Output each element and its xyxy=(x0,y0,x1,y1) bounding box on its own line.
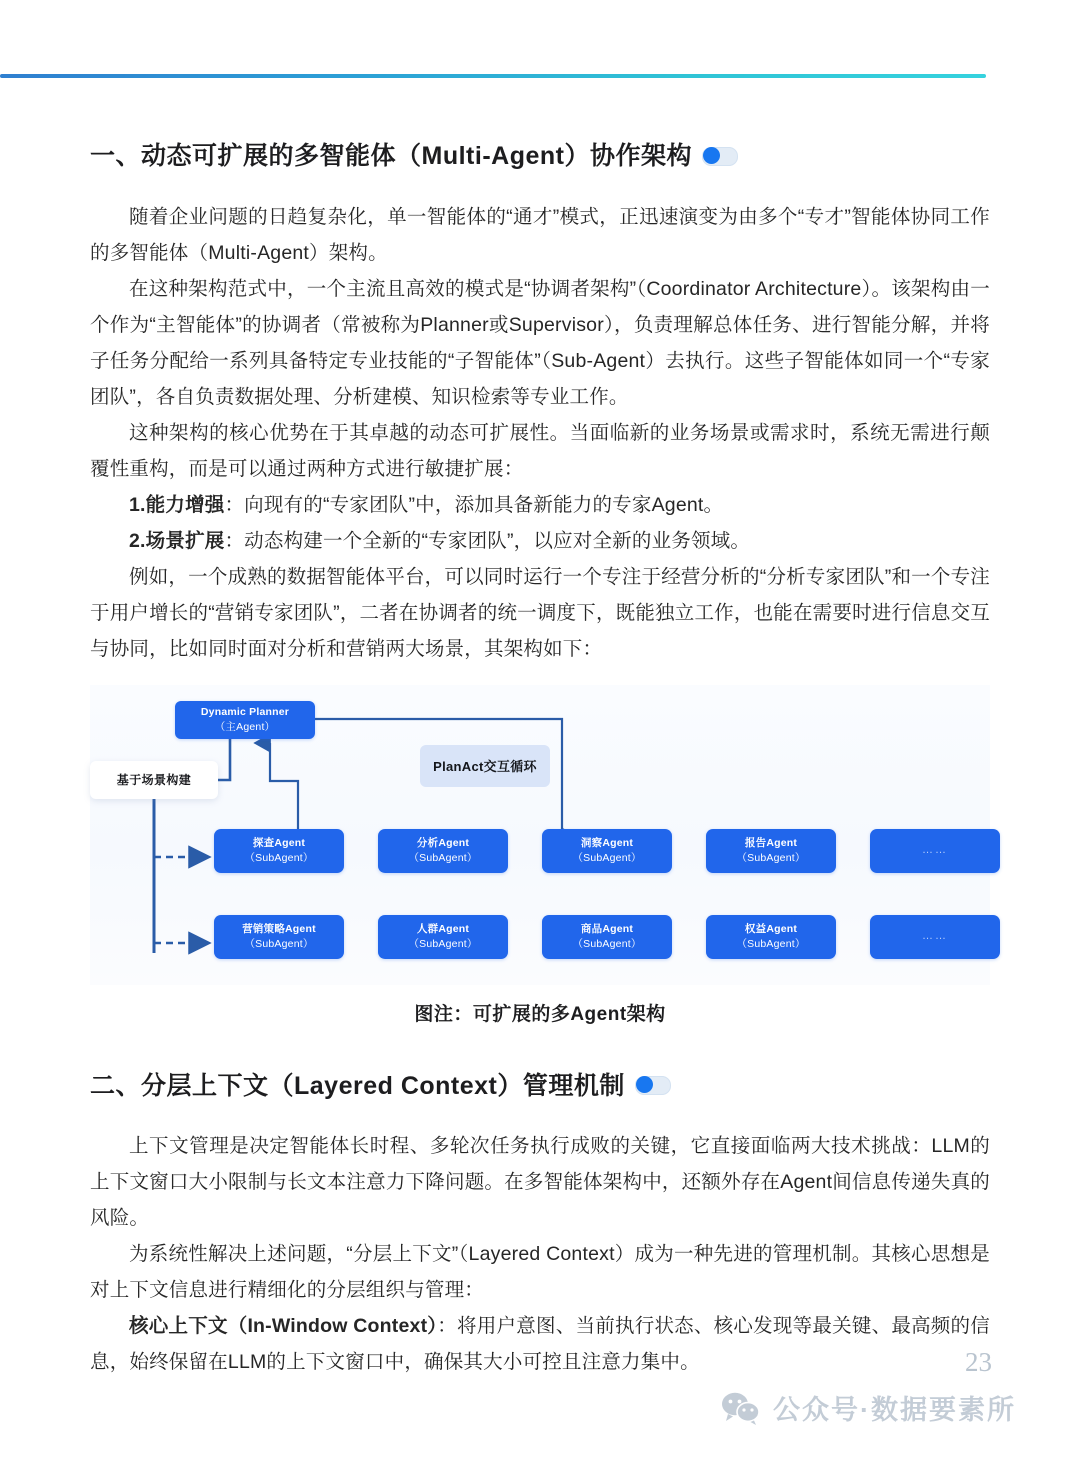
toggle-indicator-icon xyxy=(702,147,738,166)
section-2-heading-text: 二、分层上下文（Layered Context）管理机制 xyxy=(90,1071,625,1100)
node-label-line1: 洞察Agent xyxy=(580,836,634,849)
node-label-line1: 商品Agent xyxy=(580,922,634,935)
section-1-heading xyxy=(90,140,990,173)
node-label-line1: …… xyxy=(922,930,948,942)
page-left-edge xyxy=(0,0,10,1463)
node-label-line2: （SubAgent） xyxy=(736,851,806,864)
node-label-line1: …… xyxy=(922,844,948,856)
node-label-line1: 营销策略Agent xyxy=(242,922,316,935)
node-label-line1: 探查Agent xyxy=(252,836,306,849)
node-label-line1: 分析Agent xyxy=(416,836,470,849)
section-2-paragraph-1: 上下文管理是决定智能体长时程、多轮次任务执行成败的关键，它直接面临两大技术挑战：LLM的上下文窗口大小限制与长文本注意力下降问题。在多智能体架构中，还额外存在Agent间信息传递失真的风险。 xyxy=(90,1135,990,1229)
node-label-line2: （SubAgent） xyxy=(408,851,478,864)
watermark-text: 公众号·数据要素所 xyxy=(773,1395,1016,1425)
node-subagent xyxy=(214,829,344,873)
node-label-line1: Dynamic Planner xyxy=(200,705,290,718)
wechat-icon xyxy=(721,1391,761,1425)
list-item-number: 2. xyxy=(129,529,146,552)
node-label-line2: （SubAgent） xyxy=(572,937,642,950)
section-2-heading xyxy=(90,1070,990,1103)
node-subagent xyxy=(378,829,508,873)
node-label-line2: （SubAgent） xyxy=(572,851,642,864)
architecture-diagram xyxy=(90,685,990,985)
node-label-line2: （SubAgent） xyxy=(408,937,478,950)
section-1-paragraph-1: 随着企业问题的日趋复杂化，单一智能体的“通才”模式，正迅速演变为由多个“专才”智能体协同工作的多智能体（Multi-Agent）架构。 xyxy=(90,205,990,264)
section-1-paragraph-closing: 例如，一个成熟的数据智能体平台，可以同时运行一个专注于经营分析的“分析专家团队”和一个专注于用户增长的“营销专家团队”，二者在协调者的统一调度下，既能独立工作，也能在需要时进行信息交互与协同，比如同时面对分析和营销两大场景，其架构如下： xyxy=(90,565,990,660)
section-1-heading-text: 一、动态可扩展的多智能体（Multi-Agent）协作架构 xyxy=(90,142,692,170)
node-subagent xyxy=(542,915,672,959)
list-item-text: ：向现有的“专家团队”中，添加具备新能力的专家Agent。 xyxy=(224,493,724,516)
section-1-paragraph-3: 这种架构的核心优势在于其卓越的动态可扩展性。当面临新的业务场景或需求时，系统无需进行颠覆性重构，而是可以通过两种方式进行敏捷扩展： xyxy=(90,421,990,480)
node-subagent xyxy=(378,915,508,959)
section-1-paragraph-2: 在这种架构范式中，一个主流且高效的模式是“协调者架构”（Coordinator Architecture）。该架构由一个作为“主智能体”的协调者（常被称为Planner或Supervisor），负责理解总体任务、进行智能分解，并将子任务分配给一系列具备特定专业技能的“子智能体”（Sub-Agent）去执行。这些子智能体如同一个“专家团队”，各自负责数据处理、分析建模、知识检索等专业工作。 xyxy=(90,277,990,408)
list-item-term: 能力增强 xyxy=(145,493,225,516)
node-planact-loop: PlanAct交互循环 xyxy=(420,745,550,787)
node-label-line1: 权益Agent xyxy=(744,922,798,935)
node-subagent xyxy=(214,915,344,959)
node-subagent xyxy=(706,915,836,959)
node-label-line2: （主Agent） xyxy=(214,720,276,733)
node-label-line2: （SubAgent） xyxy=(244,937,314,950)
node-subagent xyxy=(706,829,836,873)
page-content xyxy=(90,140,990,1380)
term-label: 核心上下文（In-Window Context） xyxy=(129,1315,438,1337)
node-label-line1: 报告Agent xyxy=(744,836,798,849)
node-subagent xyxy=(542,829,672,873)
list-item-number: 1. xyxy=(129,493,146,516)
toggle-indicator-icon xyxy=(635,1076,671,1095)
node-label-line2: （SubAgent） xyxy=(736,937,806,950)
node-dynamic-planner xyxy=(175,701,315,739)
node-scene-builder: 基于场景构建 xyxy=(90,761,218,799)
section-2-paragraph-2: 为系统性解决上述问题，“分层上下文”（Layered Context）成为一种先进的管理机制。其核心思想是对上下文信息进行精细化的分层组织与管理： xyxy=(90,1243,990,1301)
term-text: ：将用户意图、当前执行状态、核心发现等最关键、最高频的信息，始终保留在LLM的上下文窗口中，确保其大小可控且注意力集中。 xyxy=(90,1315,990,1373)
list-item xyxy=(90,487,990,523)
list-item xyxy=(90,523,990,559)
node-subagent-more xyxy=(870,829,1000,873)
header-rule xyxy=(0,74,986,78)
node-subagent-more xyxy=(870,915,1000,959)
node-label-line1: 人群Agent xyxy=(416,922,470,935)
figure-caption: 图注：可扩展的多Agent架构 xyxy=(414,1003,666,1025)
watermark xyxy=(721,1388,1016,1427)
section-2-term-paragraph xyxy=(90,1308,990,1380)
node-label-line2: （SubAgent） xyxy=(244,851,314,864)
list-item-text: ：动态构建一个全新的“专家团队”，以应对全新的业务领域。 xyxy=(224,529,751,552)
page-number: 23 xyxy=(965,1347,992,1377)
list-item-term: 场景扩展 xyxy=(145,529,225,552)
